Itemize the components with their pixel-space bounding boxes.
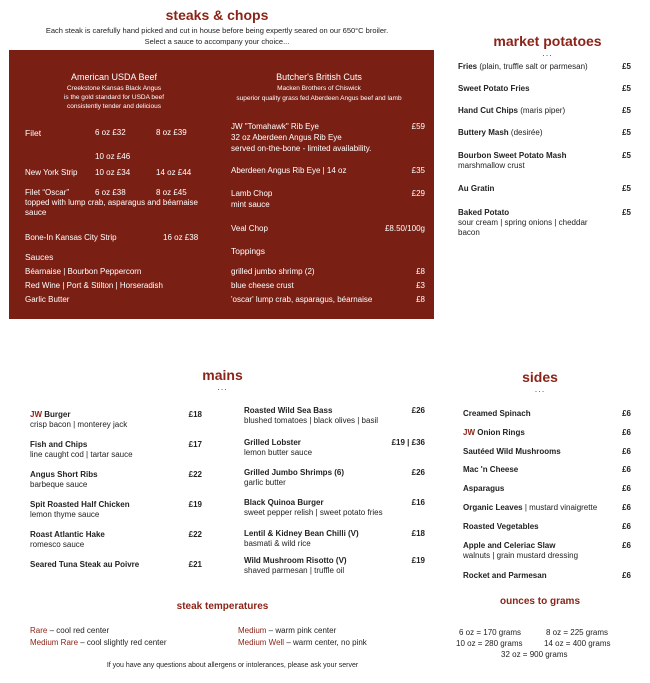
veal-name: Veal Chop [231,224,268,233]
steaks-panel [9,50,434,319]
mains-dots: ... [217,382,228,392]
topping-price: £8 [416,267,425,276]
sides-title: sides [522,369,558,385]
filet-10oz: 10 oz £46 [95,152,131,161]
veal-price: £8.50/100g [384,224,425,233]
sides-dots: ... [534,384,546,394]
temp-medium-well: Medium Well – warm center, no pink [238,638,367,647]
british-line-2: superior quality grass fed Aberdeen Angus beef and lamb [236,95,402,102]
steaks-intro-2: Select a sauce to accompany your choice... [144,37,290,46]
sides-list: Creamed Spinach £6 JW Onion Rings £6 Sautéed Wild Mushrooms £6 Mac 'n Cheese £6 Asparagus £6 Organic Leaves | mustard vinaigrette £6 Roasted Vegetables £6 Apple and Celeriac Slaw £6 walnuts | grain mustard dressing Rocket and Parmesan £6 [463,409,631,580]
sauces-line-2: Red Wine | Port & Stilton | Horseradish [25,281,163,290]
kc-16oz: 16 oz £38 [163,233,199,242]
tomahawk-desc-2: served on-the-bone - limited availability. [231,144,372,153]
temp-rare: Rare – cool red center [30,626,110,635]
conv-32oz: 32 oz = 900 grams [501,650,568,659]
temps-title: steak temperatures [176,601,269,612]
topping-name: grilled jumbo shrimp (2) [231,267,315,276]
ounces-title: ounces to grams [499,596,581,607]
british-title: Butcher's British Cuts [276,72,362,82]
aberdeen-price: £35 [411,166,425,175]
temp-medium-rare: Medium Rare – cool slightly red center [30,638,167,647]
footer-note: If you have any questions about allergens or intolerances, please ask your server [106,662,359,669]
conv-10oz: 10 oz = 280 grams [456,639,523,648]
topping-name: 'oscar' lump crab, asparagus, béarnaise [231,295,373,304]
usda-title: American USDA Beef [70,72,158,82]
conv-14oz: 14 oz = 400 grams [544,639,611,648]
aberdeen-name: Aberdeen Angus Rib Eye | 14 oz [231,166,347,175]
lamb-name: Lamb Chop [231,189,273,198]
kc-name: Bone-In Kansas City Strip [25,233,117,242]
toppings-title: Toppings [231,246,266,256]
tomahawk-price: £59 [411,122,425,131]
sauces-title: Sauces [25,252,54,262]
lamb-price: £29 [411,189,425,198]
british-line-1: Macken Brothers of Chiswick [277,85,361,92]
steaks-intro-1: Each steak is carefully hand picked and cut in house before being expertly seared on our 650°C broiler. [45,26,389,35]
mains-title: mains [202,367,243,383]
usda-line-1: Creekstone Kansas Black Angus [66,85,162,92]
oscar-desc-1: topped with lump crab, asparagus and béarnaise [25,198,198,207]
oscar-name: Filet “Oscar” [25,188,69,197]
mains-left-list: JW Burger £18 crisp bacon | monterey jack Fish and Chips £17 line caught cod | tartar sauce Angus Short Ribs £22 barbeque sauce Spit Roasted Half Chicken £19 lemon thyme sauce Roast Atlantic Hake £22 romesco sauce Seared Tuna Steak au Poivre £21 [30,410,202,569]
oscar-8oz: 8 oz £45 [156,188,187,197]
usda-line-3: consistently tender and delicious [67,103,161,110]
topping-price: £8 [416,295,425,304]
sauces-line-1: Béarnaise | Bourbon Peppercorn [25,267,142,276]
conv-6oz: 6 oz = 170 grams [459,628,522,637]
filet-6oz: 6 oz £32 [95,128,126,137]
oscar-6oz: 6 oz £38 [95,188,126,197]
oscar-desc-2: sauce [25,208,47,217]
tomahawk-name: JW "Tomahawk" Rib Eye [231,122,319,131]
nystrip-14oz: 14 oz £44 [156,168,192,177]
filet-name: Filet [25,128,42,138]
steaks-title: steaks & chops [165,7,269,23]
usda-line-2: is the gold standard for USDA beef [63,94,165,101]
filet-8oz: 8 oz £39 [156,128,187,137]
tomahawk-desc-1: 32 oz Aberdeen Angus Rib Eye [231,133,342,142]
nystrip-10oz: 10 oz £34 [95,168,131,177]
potatoes-title: market potatoes [493,33,602,49]
mains-right-list: Roasted Wild Sea Bass £26 blushed tomatoes | black olives | basil Grilled Lobster £19 | £36 lemon butter sauce Grilled Jumbo Shrimps (6) £26 garlic butter Black Quinoa Burger £16 sweet pepper relish | sweet potato fries Lentil & Kidney Bean Chilli (V) £18 basmati & wild rice Wild Mushroom Risotto (V) £19 shaved parmesan | truffle oil [244,406,425,575]
temp-medium: Medium – warm pink center [238,626,337,635]
topping-name: blue cheese crust [231,281,294,290]
sauces-line-3: Garlic Butter [25,295,70,304]
lamb-desc: mint sauce [231,200,270,209]
topping-price: £3 [416,281,425,290]
potatoes-list: Fries (plain, truffle salt or parmesan) £5 Sweet Potato Fries £5 Hand Cut Chips (maris piper) £5 Buttery Mash (desirée) £5 Bourbon Sweet Potato Mash £5 marshmallow crust Au Gratin £5 Baked Potato £5 sour cream | spring onions | cheddar bacon [458,62,631,237]
conv-8oz: 8 oz = 225 grams [546,628,609,637]
nystrip-name: New York Strip [25,168,78,177]
potatoes-dots: ... [542,48,553,58]
